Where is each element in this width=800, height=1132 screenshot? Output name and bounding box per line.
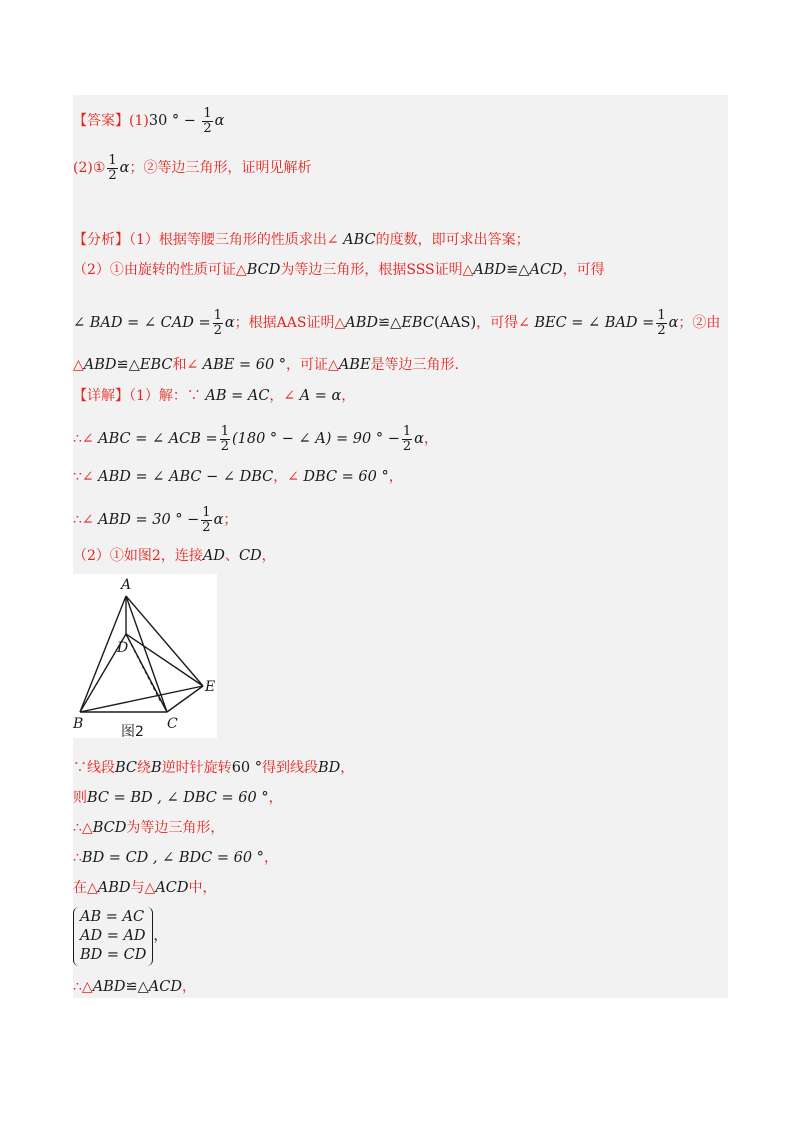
answer-part1-num: (1) [129, 113, 149, 129]
detail-l1-m1: AB = AC [205, 388, 270, 404]
detail-l6-t1: ∵线段 [73, 760, 115, 776]
equation-system [73, 907, 153, 966]
detail-l3-m2: DBC = 60 ° [303, 469, 389, 485]
analysis-l4-m4: ABE [338, 357, 371, 373]
analysis-l3-m1: ∠ BAD = ∠ CAD = [73, 315, 211, 331]
analysis-label: 【分析】 [73, 232, 129, 248]
analysis-l3-m3: EBC [401, 315, 434, 331]
analysis-l3-m2: ABD [345, 315, 379, 331]
detail-line-10 [73, 878, 217, 898]
answer-part1-alpha: α [214, 113, 225, 129]
detail-l3-t2: ，∠ [273, 469, 304, 485]
analysis-l3-t3: ，可得∠ [476, 315, 535, 331]
detail-l8-t2: 为等边三角形， [126, 820, 225, 836]
detail-l11-m2: ACD [148, 979, 182, 995]
analysis-l3-alpha2: α [668, 315, 679, 331]
detail-l11-m1: ABD [92, 979, 126, 995]
detail-l2-t1: ∴∠ [73, 431, 99, 447]
analysis-line-4 [73, 355, 459, 375]
analysis-l2-m3: ACD [529, 262, 563, 278]
fraction-half [201, 506, 211, 535]
label-b: B [73, 716, 84, 732]
detail-l10-t2: 与△ [130, 880, 156, 896]
analysis-l3-alpha1: α [224, 315, 235, 331]
detail-line-2 [73, 422, 438, 456]
detail-l4-alpha: α [213, 512, 224, 528]
fraction-half [402, 425, 412, 454]
system-comma: ， [153, 928, 168, 944]
analysis-l4-t3: 和∠ [172, 357, 203, 373]
detail-l4-m1: ABD = 30 ° − [98, 512, 200, 528]
answer-part2-alpha: α [119, 160, 130, 176]
fraction-half [656, 309, 666, 338]
detail-line-7 [73, 788, 283, 808]
analysis-l4-t4: ，可证△ [286, 357, 339, 373]
frac-den: 2 [108, 167, 117, 183]
analysis-l2-t4: ，可得 [562, 262, 605, 278]
detail-label: 【详解】 [73, 388, 129, 404]
analysis-l2-t3: ≌△ [506, 262, 530, 278]
analysis-l3-m3b: (AAS) [433, 315, 477, 331]
answer-part2-rest: ；②等边三角形，证明见解析 [129, 160, 312, 176]
label-e: E [205, 679, 216, 695]
detail-line-1 [73, 386, 355, 406]
geometry-figure [73, 574, 217, 738]
detail-l2-m1: ABC = ∠ ACB = [98, 431, 218, 447]
detail-system [73, 905, 168, 967]
system-row: AD = AD [80, 927, 146, 944]
detail-l3-m1: ABD = ∠ ABC − ∠ DBC [98, 469, 274, 485]
analysis-l4-t1: △ [73, 357, 84, 373]
fraction-half [107, 154, 117, 183]
detail-l10-m2: ACD [155, 880, 189, 896]
detail-l8-t1: ∴△ [73, 820, 93, 836]
detail-l2-t2: ， [423, 431, 438, 447]
detail-l11-t3: ， [181, 979, 196, 995]
analysis-l4-m3: ABE = 60 ° [202, 357, 287, 373]
analysis-l1-m1: ABC [343, 232, 376, 248]
analysis-l4-t5: 是等边三角形. [370, 357, 459, 373]
label-d: D [117, 640, 129, 656]
analysis-l4-m2: EBC [139, 357, 173, 373]
label-a: A [121, 577, 132, 593]
detail-l1-m2: A = α [299, 388, 342, 404]
detail-l2-m2: (180 ° − ∠ A) = 90 ° − [231, 431, 400, 447]
detail-line-3 [73, 467, 403, 487]
frac-den: 2 [220, 438, 229, 454]
detail-line-8 [73, 818, 224, 838]
figure-svg [73, 574, 217, 738]
analysis-line-1 [73, 230, 530, 250]
detail-l11-t1: ∴△ [73, 979, 93, 995]
answer-line-2 [73, 153, 311, 183]
frac-den: 2 [402, 438, 412, 454]
detail-l11-t2: ≌△ [125, 979, 149, 995]
detail-l6-m4: BD [318, 760, 341, 776]
analysis-l4-m1: ABD [83, 357, 117, 373]
detail-l6-m1: BC [115, 760, 138, 776]
analysis-l2-m1: BCD [246, 262, 281, 278]
detail-l3-t3: ， [388, 469, 403, 485]
detail-l10-t1: 在△ [73, 880, 98, 896]
analysis-l1-t2: 的度数，即可求出答案； [375, 232, 530, 248]
detail-l7-t1: 则 [73, 790, 87, 806]
detail-l5-m1: AD [202, 548, 225, 564]
frac-den: 2 [202, 519, 211, 535]
analysis-l3-t2: ≌△ [378, 315, 402, 331]
detail-l7-m1: BC = BD , ∠ DBC = 60 ° [87, 790, 269, 806]
figure-caption: 图2 [121, 724, 144, 738]
detail-l10-m1: ABD [97, 880, 131, 896]
analysis-l3-t4: ；②由 [678, 315, 721, 331]
detail-l6-t3: 逆时针旋转 [161, 760, 232, 776]
answer-part1-expr: 30 ° − [148, 113, 196, 129]
frac-num: 1 [657, 307, 666, 323]
analysis-l3-m4: BEC = ∠ BAD = [534, 315, 655, 331]
analysis-l1-t1: （1）根据等腰三角形的性质求出∠ [129, 232, 344, 248]
detail-line-6 [73, 758, 354, 778]
detail-l4-t2: ； [223, 512, 238, 528]
detail-l5-t3: ， [261, 548, 276, 564]
detail-l5-t1: （2）①如图2，连接 [73, 548, 203, 564]
frac-num: 1 [402, 423, 412, 439]
analysis-l2-m2: ABD [473, 262, 507, 278]
frac-num: 1 [203, 105, 212, 121]
system-row: AB = AC [80, 908, 145, 925]
detail-l9-m1: BD = CD , ∠ BDC = 60 ° [81, 850, 264, 866]
detail-l6-m2: B [151, 760, 162, 776]
detail-l1-t3: ， [341, 388, 356, 404]
detail-l6-t5: ， [340, 760, 355, 776]
detail-l1-t2: ，∠ [269, 388, 300, 404]
detail-l3-t1: ∵∠ [73, 469, 99, 485]
fraction-half [213, 309, 223, 338]
answer-label: 【答案】 [73, 113, 129, 129]
fraction-half [202, 107, 212, 136]
analysis-l2-t2: 为等边三角形，根据SSS证明△ [280, 262, 474, 278]
frac-num: 1 [213, 307, 222, 323]
label-c: C [167, 716, 178, 732]
frac-den: 2 [657, 322, 666, 338]
frac-num: 1 [108, 152, 117, 168]
analysis-line-2 [73, 260, 605, 280]
frac-den: 2 [213, 322, 222, 338]
answer-line-1 [73, 106, 224, 136]
frac-den: 2 [203, 120, 212, 136]
fraction-half [220, 425, 230, 454]
detail-l1-t1: （1）解：∵ [129, 388, 206, 404]
answer-part2-num: (2)① [73, 160, 106, 176]
detail-l5-t2: 、 [224, 548, 239, 564]
analysis-line-3 [73, 308, 720, 338]
detail-l6-t4: 得到线段 [262, 760, 318, 776]
detail-l8-m1: BCD [92, 820, 127, 836]
detail-line-9 [73, 848, 278, 868]
detail-line-4 [73, 503, 237, 537]
system-row: BD = CD [80, 946, 147, 963]
detail-l6-t2: 绕 [137, 760, 152, 776]
detail-l2-alpha: α [414, 431, 424, 447]
detail-l7-t2: ， [268, 790, 283, 806]
detail-line-11 [73, 977, 196, 997]
detail-l6-m3: 60 ° [231, 760, 262, 776]
detail-l9-t1: ∴ [73, 850, 82, 866]
frac-num: 1 [202, 504, 211, 520]
detail-l10-t3: 中， [188, 880, 217, 896]
analysis-l3-t1: ；根据AAS证明△ [234, 315, 346, 331]
analysis-l2-t1: （2）①由旋转的性质可证△ [73, 262, 247, 278]
analysis-l4-t2: ≌△ [116, 357, 140, 373]
detail-line-5 [73, 546, 276, 566]
detail-l5-m2: CD [238, 548, 262, 564]
detail-l9-t2: ， [263, 850, 278, 866]
detail-l4-t1: ∴∠ [73, 512, 99, 528]
frac-num: 1 [220, 423, 229, 439]
